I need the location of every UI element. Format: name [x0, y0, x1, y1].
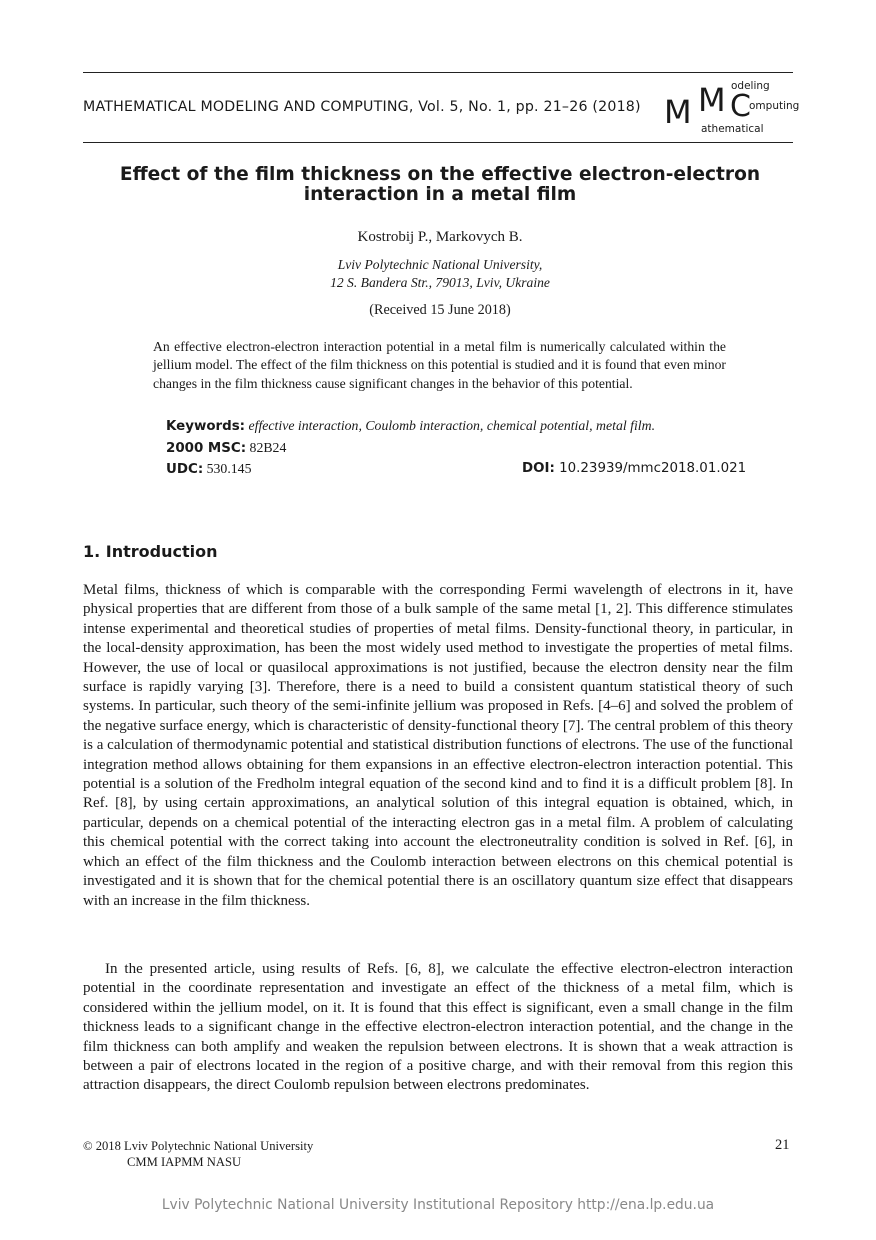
msc-value: 82B24 — [249, 440, 287, 455]
copyright-footer — [83, 1139, 313, 1170]
authors: Kostrobij P., Markovych B. — [357, 229, 523, 245]
journal-citation: MATHEMATICAL MODELING AND COMPUTING, Vol. 5, No. 1, pp. 21–26 (2018) — [83, 99, 641, 115]
doi-link[interactable]: 10.23939/mmc2018.01.021 — [559, 461, 747, 476]
repository-watermark[interactable]: Lviv Polytechnic National University Institutional Repository http://ena.lp.edu.ua — [161, 1197, 715, 1213]
title-line: interaction in a metal film — [303, 184, 577, 205]
body-paragraph: Metal films, thickness of which is comparable with the corresponding Fermi wavelength of electrons in it, have physical properties that are different from those of a bulk sample of the same metal [1, 2]. This difference stimulates intense experimental and theoretical studies of properties of metal films. Density-functional theory, in particular, in the local-density approximation, has been the most widely used method to investigate the properties of metal films. However, the use of local or quasilocal approximations is not justified, because the electron density near the film surface is rapidly varying [3]. Therefore, there is a need to build a consistent quantum statistical theory of such systems. In particular, such theory of the semi-infinite jellium was proposed in Refs. [4–6] and solved the problem of the negative surface energy, which is characteristic of density-functional theory [7]. The central problem of this theory is a calculation of thermodynamic potential and statistical distribution functions of electrons. The use of the functional integration method allows obtaining for them expansions in an effective electron-electron interaction potential. This potential is a solution of the Fredholm integral equation of the second kind and to find it is a difficult problem [8]. In Ref. [8], by using certain approximations, an analytical solution of this integral equation is obtained, which, in particular, depends on a chemical potential of the interacting electron gas in a metal film. A problem of calculating this chemical potential with the correct taking into account the electroneutrality condition is solved in Ref. [6], in which an effect of the film thickness and the Coulomb interaction between electrons on this chemical potential is investigated and it is shown that for the chemical potential there is an oscillatory quantum size effect that disappears with an increase in the film thickness. — [83, 582, 793, 909]
body-paragraph: In the presented article, using results of Refs. [6, 8], we calculate the effective electron-electron interaction potential in the coordinate representation and investigate an effect of the thickness of a metal film, which is considered within the jellium model, on it. It is found that this effect is significant, even a small change in the film thickness leads to a significant change in the effective electron-electron interaction potential, and the change in the film thickness can both amplify and weaken the repulsion between electrons. It is shown that a weak attraction is between a pair of electrons located in the region of a positive charge, and with their removal from this region this attraction disappears, the direct Coulomb repulsion between electrons predominates. — [83, 961, 793, 1094]
logo-word: athematical — [701, 123, 764, 135]
affiliation-line: Lviv Polytechnic National University, — [337, 257, 543, 272]
header-bottom-rule — [83, 142, 793, 143]
keywords-label: Keywords: — [166, 419, 246, 434]
logo-letter: M — [698, 81, 726, 119]
abstract: An effective electron-electron interaction potential in a metal film is numerically calculated within the jellium model. The effect of the film thickness on this potential is studied and it is found that even minor changes in the film thickness cause significant changes in the behavior of this potential. — [153, 339, 726, 391]
logo-word: odeling — [731, 80, 770, 92]
keywords-value: effective interaction, Coulomb interaction, chemical potential, metal film. — [248, 418, 656, 433]
msc-label: 2000 MSC: — [166, 441, 247, 456]
msc-row — [166, 440, 286, 456]
logo-letter: C — [730, 89, 751, 124]
paper-title — [83, 165, 797, 205]
udc-row — [166, 461, 251, 477]
header-top-rule — [83, 72, 793, 73]
affiliation-line: 12 S. Bandera Str., 79013, Lviv, Ukraine — [330, 275, 550, 290]
publisher: CMM IAPMM NASU — [127, 1154, 242, 1169]
doi-row — [522, 461, 746, 476]
logo-word: omputing — [749, 100, 800, 112]
journal-logo — [664, 80, 800, 136]
logo-letter: M — [664, 93, 692, 131]
title-line: Effect of the film thickness on the effective electron-electron — [119, 164, 761, 185]
doi-label: DOI: — [522, 461, 555, 476]
affiliation — [83, 256, 797, 292]
udc-label: UDC: — [166, 462, 204, 477]
copyright: © 2018 Lviv Polytechnic National University — [83, 1139, 314, 1153]
page-number: 21 — [775, 1137, 790, 1153]
udc-value: 530.145 — [206, 461, 252, 476]
keywords-row — [166, 418, 655, 434]
section-heading: 1. Introduction — [83, 542, 218, 561]
received-date: (Received 15 June 2018) — [369, 302, 511, 318]
